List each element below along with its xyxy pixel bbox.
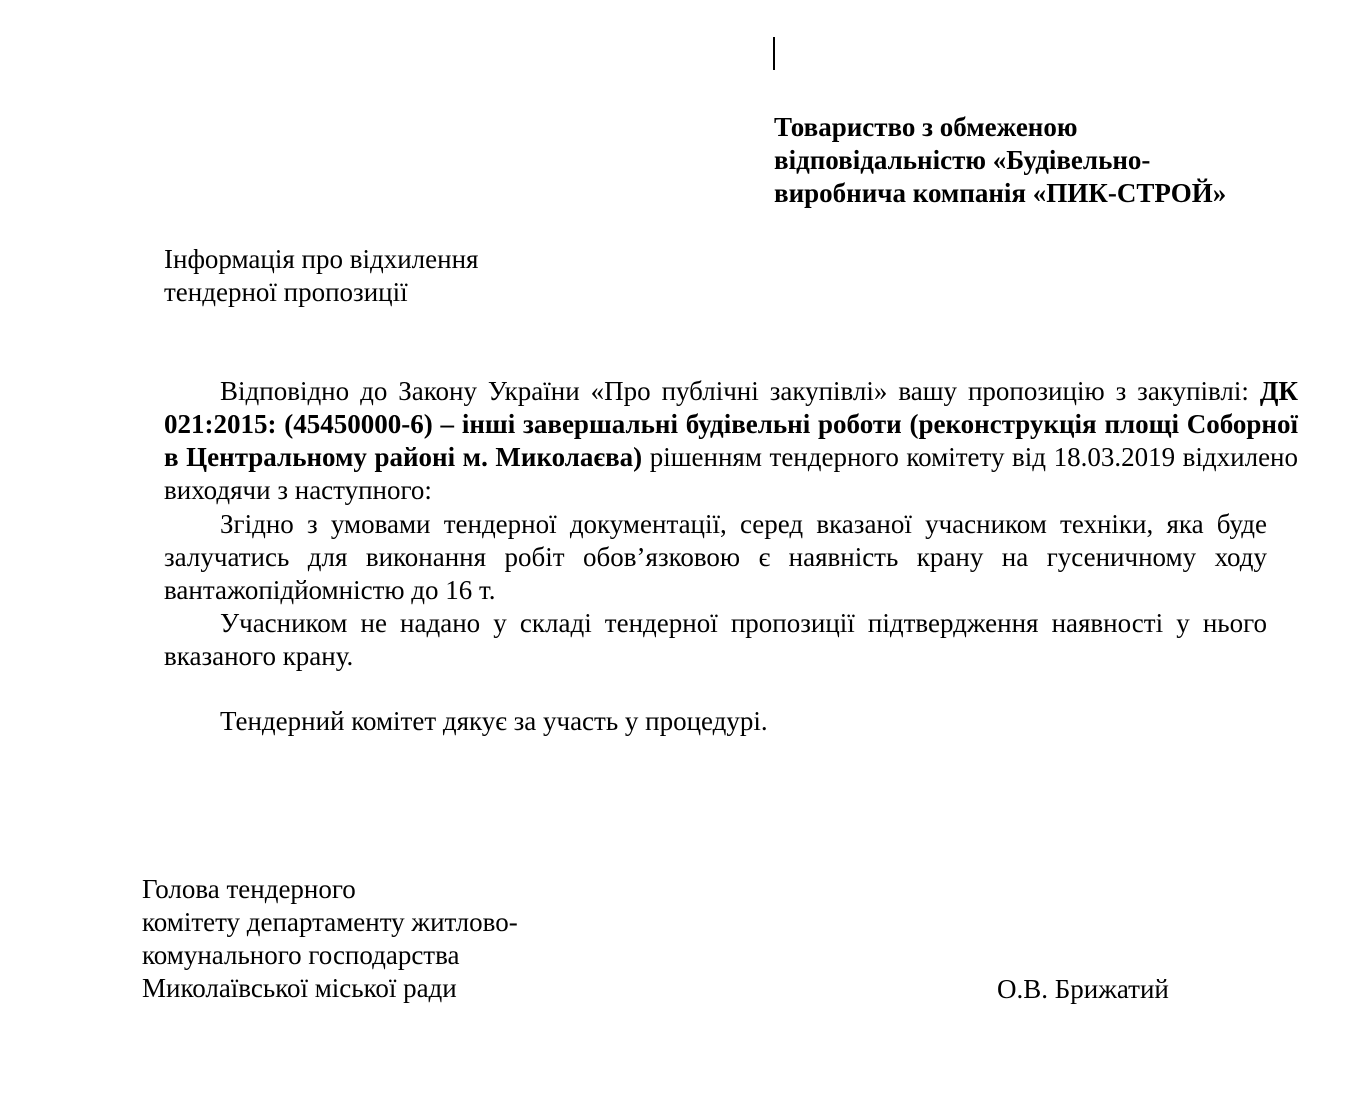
recipient-line: Товариство з обмеженою [774, 112, 1078, 142]
signer-name: О.В. Брижатий [997, 974, 1169, 1004]
subject-line: тендерної пропозиції [164, 277, 408, 307]
text-cursor [773, 37, 775, 70]
recipient-line: виробнича компанія «ПИК-СТРОЙ» [774, 178, 1227, 208]
intro-text: Відповідно до Закону України «Про публічні закупівлі» вашу пропозицію з закупівлі: [220, 376, 1260, 406]
subject-block [164, 243, 664, 309]
signer-position-block [142, 873, 662, 1005]
thanks-paragraph: Тендерний комітет дякує за участь у процедурі. [220, 706, 768, 736]
main-paragraph-block [164, 375, 1298, 507]
procurement-subject: ДК 021:2015: (45450000-6) – інші завершальні будівельні роботи (реконструкція площі Соборної в Центральному районі м. Миколаєва) [164, 376, 1298, 472]
recipient-line: відповідальністю «Будівельно- [774, 145, 1151, 175]
signer-position-line: комунального господарства [142, 940, 460, 970]
recipient-block [774, 111, 1314, 210]
signer-position-line: комітету департаменту житлово- [142, 907, 518, 937]
signer-position-line: Голова тендерного [142, 874, 356, 904]
signer-position-line: Миколаївської міської ради [142, 973, 457, 1003]
reasons-block [164, 508, 1267, 673]
decision-paragraph [164, 375, 1298, 507]
reason-paragraph-2: Учасником не надано у складі тендерної пропозиції підтвердження наявності у нього вказаного крану. [164, 608, 1267, 671]
reason-paragraph-1: Згідно з умовами тендерної документації, серед вказаної учасником техніки, яка буде залучатись для виконання робіт обов’язковою є наявність крану на гусеничному ходу вантажопідйомністю до 16 т. [164, 509, 1267, 605]
subject-line: Інформація про відхилення [164, 244, 479, 274]
decision-text: рішенням тендерного комітету від 18.03.2019 відхилено виходячи з наступного: [164, 442, 1298, 505]
